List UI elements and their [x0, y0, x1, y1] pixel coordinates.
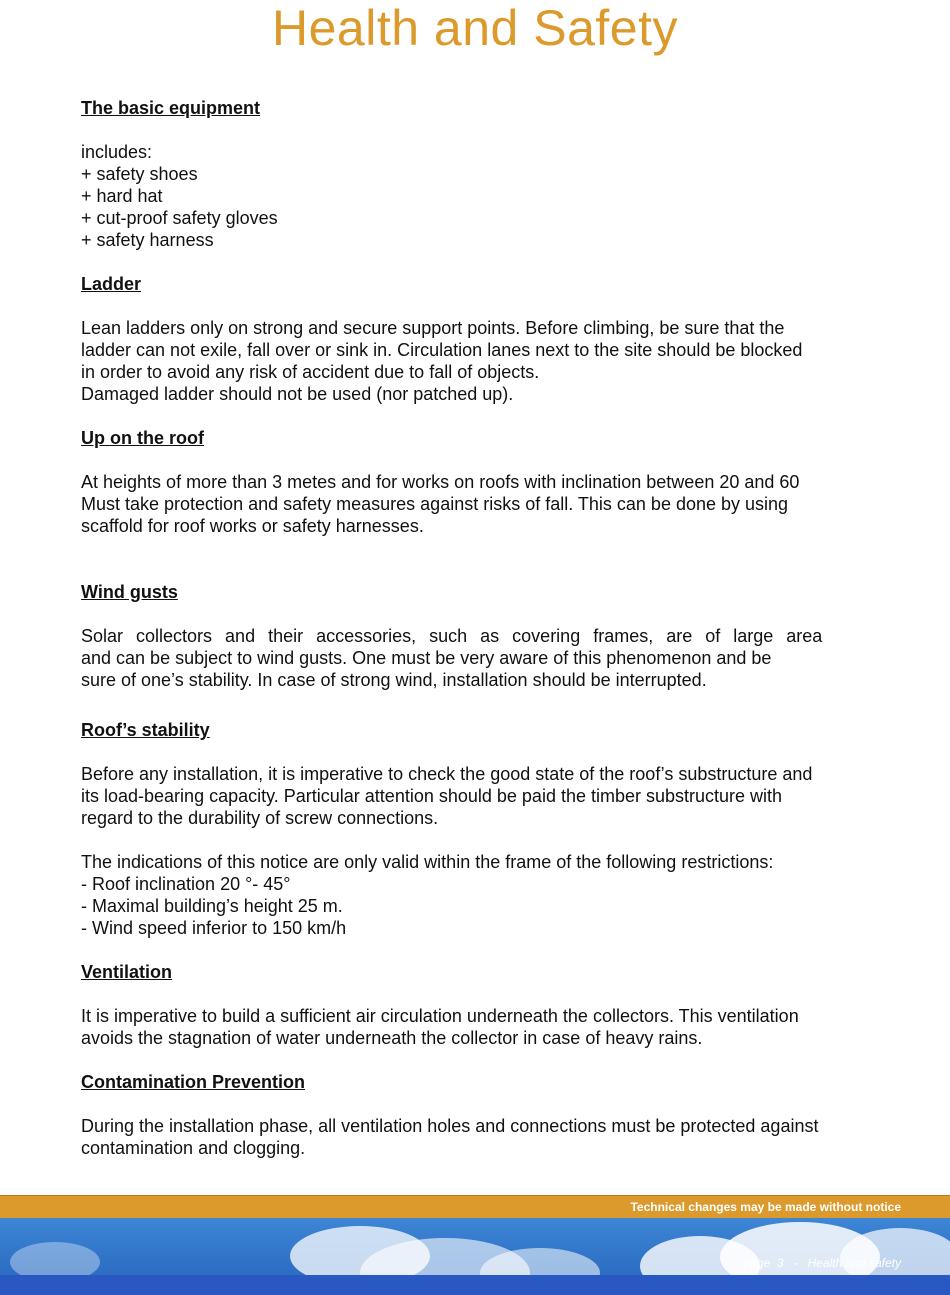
footer-notice: Technical changes may be made without notice — [630, 1200, 901, 1214]
footer-stripe — [0, 1275, 950, 1295]
wind-text-line: sure of one’s stability. In case of strong wind, installation should be interrupted. — [81, 670, 707, 690]
ventilation-text-line: avoids the stagnation of water underneath the collector in case of heavy rains. — [81, 1028, 703, 1048]
contamination-text-line: During the installation phase, all ventilation holes and connections must be protected against — [81, 1116, 819, 1136]
contamination-text-line: contamination and clogging. — [81, 1138, 306, 1158]
restrictions-intro: The indications of this notice are only valid within the frame of the following restrictions: — [81, 852, 774, 872]
heading-wind-gusts: Wind gusts — [81, 582, 178, 602]
ladder-text-line: ladder can not exile, fall over or sink in. Circulation lanes next to the site should be blocked — [81, 340, 803, 360]
document-body — [81, 97, 871, 1159]
equipment-item: + safety shoes — [81, 164, 198, 184]
restriction-item: - Roof inclination 20 °- 45° — [81, 874, 291, 894]
ladder-text-line: Lean ladders only on strong and secure support points. Before climbing, be sure that the — [81, 318, 785, 338]
equipment-item: + cut-proof safety gloves — [81, 208, 278, 228]
stability-text-line: its load-bearing capacity. Particular attention should be paid the timber substructure with — [81, 786, 783, 806]
stability-text-line: Before any installation, it is imperative to check the good state of the roof’s substructure and — [81, 764, 813, 784]
roof-text-line: scaffold for roof works or safety harnesses. — [81, 516, 424, 536]
roof-text-line: At heights of more than 3 metes and for works on roofs with inclination between 20 and 60 — [81, 472, 800, 492]
stability-text-line: regard to the durability of screw connections. — [81, 808, 439, 828]
ventilation-text-line: It is imperative to build a sufficient air circulation underneath the collectors. This ventilation — [81, 1006, 799, 1026]
heading-basic-equipment: The basic equipment — [81, 98, 261, 118]
footer-page-label: page 3 - Health and safety — [743, 1256, 901, 1270]
heading-contamination-prevention: Contamination Prevention — [81, 1072, 306, 1092]
ladder-text-line: Damaged ladder should not be used (nor patched up). — [81, 384, 514, 404]
heading-up-on-the-roof: Up on the roof — [81, 428, 204, 448]
equipment-item: + safety harness — [81, 230, 214, 250]
wind-text-line: and can be subject to wind gusts. One must be very aware of this phenomenon and be — [81, 648, 772, 668]
restriction-item: - Wind speed inferior to 150 km/h — [81, 918, 347, 938]
ladder-text-line: in order to avoid any risk of accident due to fall of objects. — [81, 362, 540, 382]
equipment-item: + hard hat — [81, 186, 163, 206]
heading-ventilation: Ventilation — [81, 962, 173, 982]
heading-roofs-stability: Roof’s stability — [81, 720, 210, 740]
restriction-item: - Maximal building’s height 25 m. — [81, 896, 343, 916]
page-title: Health and Safety — [272, 0, 678, 56]
heading-ladder: Ladder — [81, 274, 142, 294]
wind-text-line: Solar collectors and their accessories, such as covering frames, are of large area — [81, 626, 823, 646]
roof-text-line: Must take protection and safety measures against risks of fall. This can be done by using — [81, 494, 789, 514]
equipment-intro: includes: — [81, 142, 153, 162]
